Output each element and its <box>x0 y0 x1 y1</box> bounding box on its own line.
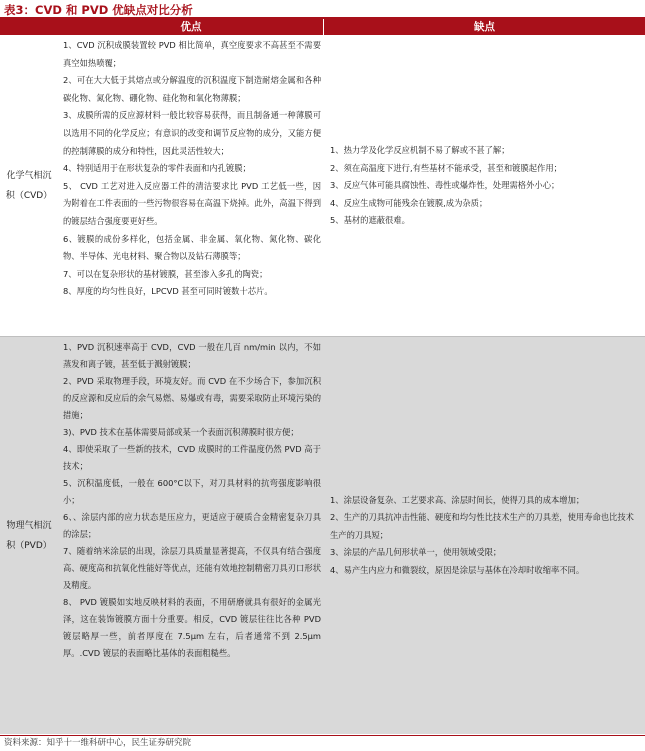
cvd-pro-item: 8、厚度的均匀性良好，LPCVD 甚至可同时镀数十芯片。 <box>63 286 273 297</box>
cvd-pro-item: 4、特别适用于在形状复杂的零件表面和内孔镀膜； <box>63 163 251 174</box>
header-pros: 优点 <box>180 21 202 33</box>
cvd-pro-item: 7、可以在复杂形状的基材镀膜，甚至渗入多孔的陶瓷； <box>63 268 268 279</box>
pvd-pro-item: 6、、涂层内部的应力状态是压应力，更适应于硬质合金精密复杂刀具的涂层； <box>63 512 321 539</box>
pvd-con-item: 4、易产生内应力和微裂纹，原因是涂层与基体在冷却时收缩率不同。 <box>330 564 585 575</box>
cvd-pros-list <box>63 37 321 301</box>
table-header-row <box>0 19 645 35</box>
pvd-cons-list <box>330 337 642 734</box>
table-title: 表3：CVD 和 PVD 优缺点对比分析 <box>4 3 193 17</box>
cvd-pro-item: 3、成膜所需的反应源材料一般比较容易获得，而且制备通一种薄膜可以选用不同的化学反应；有意识的改变和调节反应物的成分，又能方便的控制薄膜的成分和特性，因此灵活性较大； <box>63 110 321 156</box>
cvd-con-item: 2、须在高温度下进行,有些基材不能承受，甚至和镀膜起作用； <box>330 162 562 173</box>
pvd-pro-item: 2、PVD 采取物理手段，环境友好。而 CVD 在不少场合下，参加沉积的反应源和反应后的余气易燃、易爆或有毒，需要采取防止环境污染的措施； <box>63 376 321 420</box>
cvd-pro-item: 5、 CVD 工艺对进入反应器工件的清洁要求比 PVD 工艺低一些，因为附着在工件表面的一些污物很容易在高温下烧掉。此外，高温下得到的镀层结合强度要更好些。 <box>63 180 321 226</box>
source-note: 资料来源：知乎十一维科研中心，民生证券研究院 <box>4 738 192 748</box>
header-cons: 缺点 <box>474 21 495 33</box>
cvd-con-item: 3、反应气体可能具腐蚀性、毒性或爆炸性，处理需格外小心； <box>330 180 560 191</box>
cvd-con-item: 5、基材的遮蔽很难。 <box>330 215 410 226</box>
pvd-con-item: 1、涂层设备复杂、工艺要求高、涂层时间长，使得刀具的成本增加； <box>330 494 585 505</box>
row-label-cvd <box>0 35 58 337</box>
pvd-pro-item: 4、即使采取了一些新的技术，CVD 成膜时的工件温度仍然 PVD 高于技术； <box>63 444 321 471</box>
pvd-pro-item: 8、 PVD 镀膜如实地反映材料的表面，不用研磨就具有很好的金属光泽，这在装饰镀膜方面十分重要。相反，CVD 镀层往往比各种 PVD 镀层略厚一些，前者厚度在 7.5μm 左右，后者通常不到 2.5μm 厚。.CVD 镀层的表面略比基体的表面粗糙些。 <box>63 597 321 658</box>
row-label-pvd <box>0 337 58 734</box>
row-label-cvd-text: 化学气相沉积（CVD） <box>5 171 53 201</box>
table-row-cvd <box>0 35 645 337</box>
source-rule <box>0 735 645 736</box>
cvd-pro-item: 1、CVD 沉积成膜装置较 PVD 相比简单，真空度要求不高甚至不需要真空如热喷覆； <box>63 40 321 68</box>
cvd-pro-item: 2、可在大大低于其熔点或分解温度的沉积温度下制造耐熔金属和各种碳化物、氮化物、硼化物、硅化物和氧化物薄膜； <box>63 75 321 103</box>
cvd-con-item: 4、反应生成物可能残余在镀膜,成为杂质； <box>330 197 488 208</box>
row-label-pvd-text: 物理气相沉积（PVD） <box>6 520 52 551</box>
pvd-pros-list <box>63 339 321 662</box>
pvd-con-item: 2、生产的刀具抗冲击性能、硬度和均匀性比技术生产的刀具差，使用寿命也比技术生产的刀具短； <box>330 512 634 540</box>
pvd-pro-item: 1、PVD 沉积速率高于 CVD，CVD 一般在几百 nm/min 以内，不如蒸发和离子镀，甚至低于溅射镀膜； <box>63 342 321 369</box>
cvd-con-item: 1、热力学及化学反应机制不易了解或不甚了解； <box>330 145 510 156</box>
pvd-pro-item: 5、沉积温度低，一般在 600°C以下，对刀具材料的抗弯强度影响很小； <box>63 478 321 505</box>
table-row-pvd <box>0 337 645 734</box>
pvd-pro-item: 7、随着纳米涂层的出现，涂层刀具质量显著提高，不仅具有结合强度高、硬度高和抗氧化性能好等优点，还能有效地控制精密刀具刃口形状及精度。 <box>63 546 321 590</box>
pvd-con-item: 3、涂层的产品几何形状单一，使用领域受限； <box>330 547 502 558</box>
pvd-pro-item: 3)、PVD 技术在基体需要局部或某一个表面沉积薄膜时很方便； <box>63 427 299 437</box>
cvd-cons-list <box>330 35 642 337</box>
cvd-pro-item: 6、镀膜的成份多样化，包括金属、非金属、氧化物、氮化物、碳化物、半导体、光电材料、聚合物以及钻石薄膜等； <box>63 233 321 262</box>
